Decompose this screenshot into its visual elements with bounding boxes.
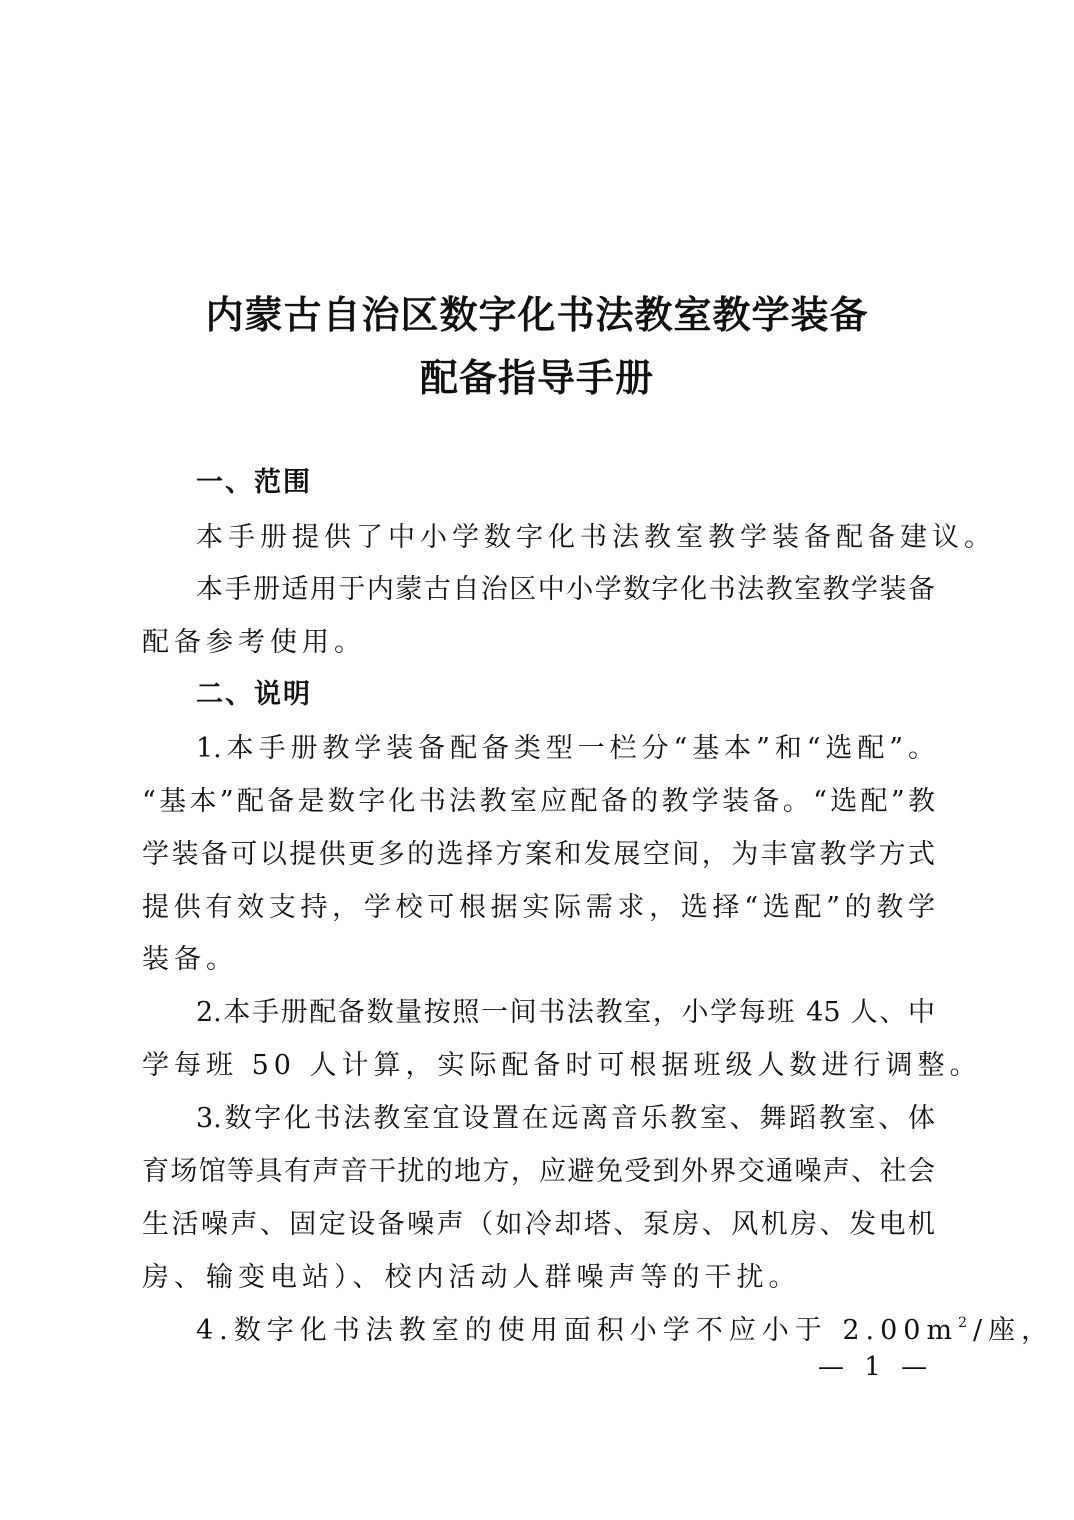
text: /座， bbox=[972, 1315, 1055, 1346]
text: 4.数字化书法教室的使用面积小学不应小于 2.00m bbox=[196, 1315, 959, 1346]
paragraph: 生活噪声、固定设备噪声（如冷却塔、泵房、风机房、发电机 bbox=[142, 1209, 935, 1240]
section-heading-scope: 一、范围 bbox=[196, 467, 312, 498]
paragraph: 房、输变电站）、校内活动人群噪声等的干扰。 bbox=[142, 1262, 801, 1293]
section-heading-notes: 二、说明 bbox=[196, 679, 312, 710]
paragraph: 学每班 50 人计算，实际配备时可根据班级人数进行调整。 bbox=[142, 1050, 982, 1081]
page-number: — 1 — bbox=[818, 1352, 934, 1382]
paragraph: 配备参考使用。 bbox=[142, 627, 366, 658]
paragraph: 2.本手册配备数量按照一间书法教室，小学每班 45 人、中 bbox=[196, 997, 935, 1028]
superscript: 2 bbox=[958, 1315, 973, 1331]
document-title-line2: 配备指导手册 bbox=[419, 355, 654, 400]
paragraph: “基本”配备是数字化书法教室应配备的教学装备。“选配”教 bbox=[142, 786, 935, 817]
paragraph: 育场馆等具有声音干扰的地方，应避免受到外界交通噪声、社会 bbox=[142, 1156, 935, 1187]
paragraph: 1.本手册教学装备配备类型一栏分“基本”和“选配”。 bbox=[196, 733, 935, 764]
paragraph: 本手册提供了中小学数字化书法教室教学装备配备建议。 bbox=[196, 522, 996, 553]
paragraph: 3.数字化书法教室宜设置在远离音乐教室、舞蹈教室、体 bbox=[196, 1103, 935, 1134]
paragraph: 提供有效支持，学校可根据实际需求，选择“选配”的教学 bbox=[142, 892, 935, 923]
paragraph bbox=[196, 1308, 1054, 1347]
document-title-line1: 内蒙古自治区数字化书法教室教学装备 bbox=[205, 292, 869, 337]
paragraph: 学装备可以提供更多的选择方案和发展空间，为丰富教学方式 bbox=[142, 839, 935, 870]
paragraph: 本手册适用于内蒙古自治区中小学数字化书法教室教学装备 bbox=[196, 574, 935, 605]
paragraph: 装备。 bbox=[142, 944, 238, 975]
